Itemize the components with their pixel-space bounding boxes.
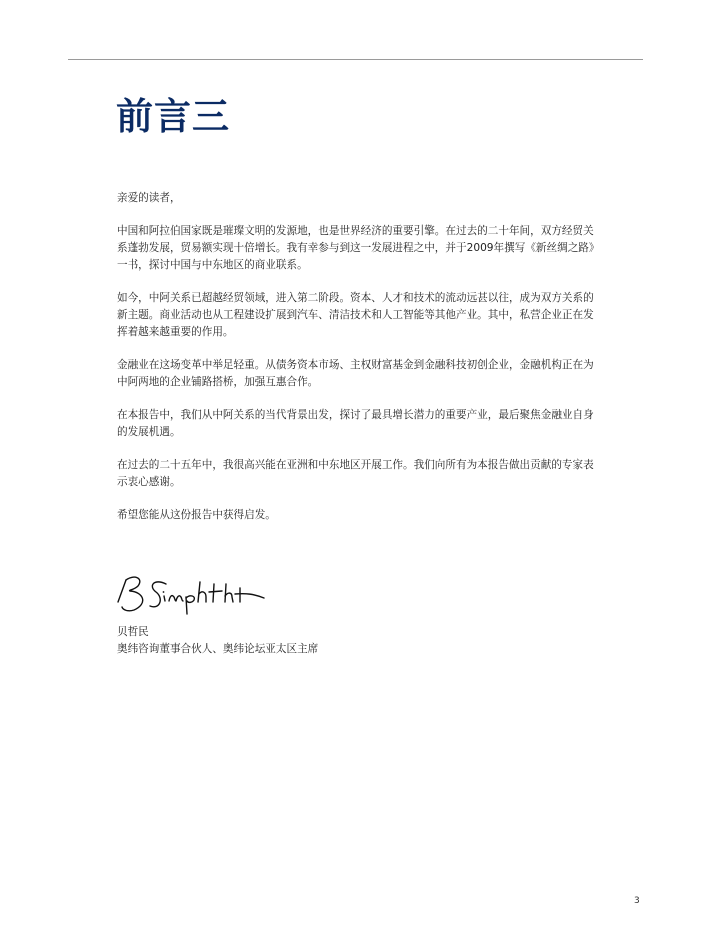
salutation: 亲爱的读者，	[117, 192, 181, 204]
signer-role: 奥纬咨询董事合伙人、奥纬论坛亚太区主席	[117, 643, 319, 655]
top-divider	[68, 59, 643, 60]
paragraph-2: 如今，中阿关系已超越经贸领域，进入第二阶段。资本、人才和技术的流动远甚以往，成为双方关系的新主题。商业活动也从工程建设扩展到汽车、清洁技术和人工智能等其他产业。其中，私营企业正在发挥着越来越重要的作用。	[117, 292, 594, 338]
paragraph-1: 中国和阿拉伯国家既是璀璨文明的发源地，也是世界经济的重要引擎。在过去的二十年间，双方经贸关系蓬勃发展，贸易额实现十倍增长。我有幸参与到这一发展进程之中，并于2009年撰写《新丝绸之路》一书，探讨中国与中东地区的商业联系。	[117, 225, 595, 271]
page-number: 3	[634, 896, 640, 906]
letter-body	[117, 190, 597, 540]
paragraph-5: 在过去的二十五年中，我很高兴能在亚洲和中东地区开展工作。我们向所有为本报告做出贡献的专家表示衷心感谢。	[117, 459, 594, 488]
paragraph-6: 希望您能从这份报告中获得启发。	[117, 509, 276, 521]
signer-name: 贝哲民	[117, 626, 149, 638]
signature-block	[117, 624, 318, 658]
paragraph-3: 金融业在这场变革中举足轻重。从债务资本市场、主权财富基金到金融科技初创企业，金融机构正在为中阿两地的企业铺路搭桥，加强互惠合作。	[117, 359, 594, 388]
page-title: 前言三	[116, 95, 230, 138]
handwritten-signature	[114, 570, 274, 620]
paragraph-4: 在本报告中，我们从中阿关系的当代背景出发，探讨了最具增长潜力的重要产业，最后聚焦金融业自身的发展机遇。	[117, 409, 594, 438]
